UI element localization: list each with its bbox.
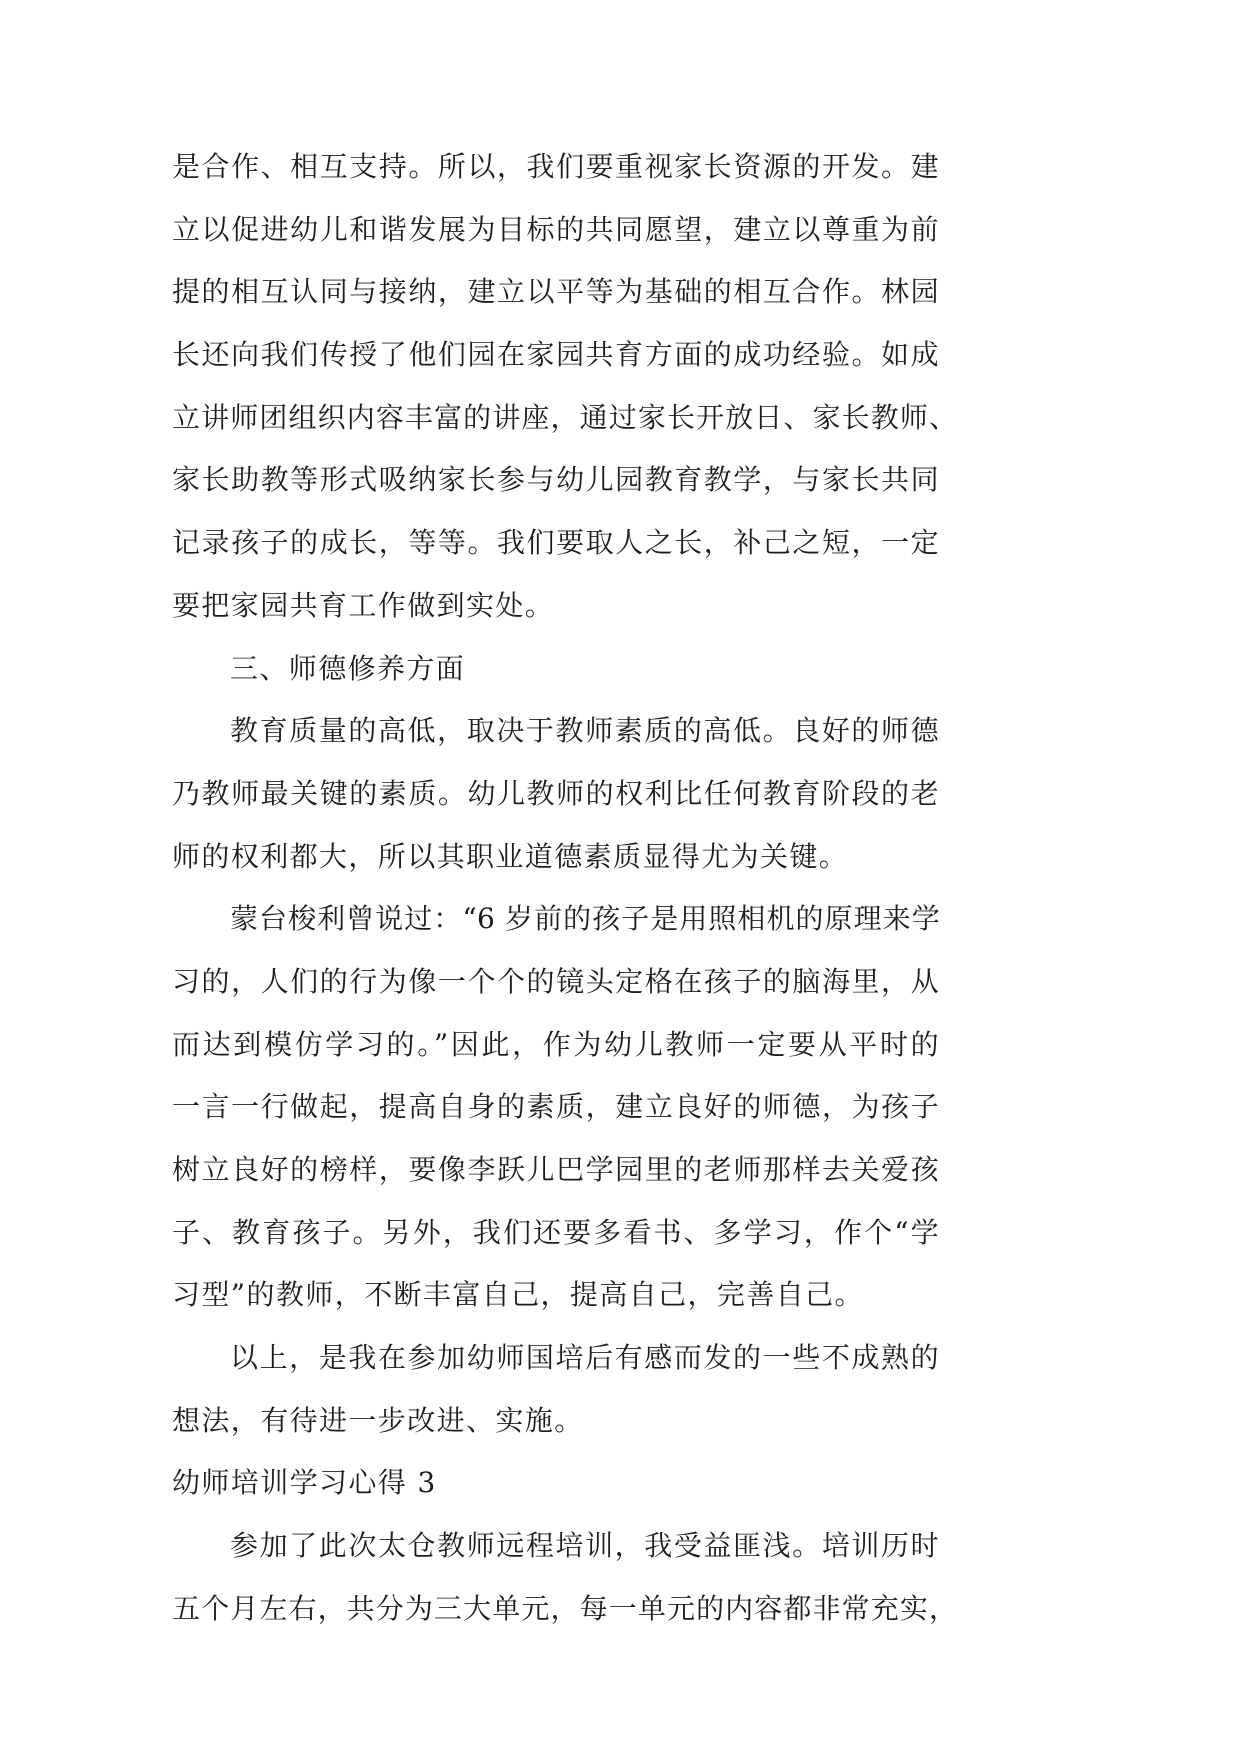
document-title-text: 幼师培训学习心得 3 — [172, 1466, 437, 1500]
document-title — [172, 1452, 940, 1515]
text-line: 家长助教等形式吸纳家长参与幼儿园教育教学，与家长共同 — [172, 463, 940, 497]
text-line: 习型”的教师，不断丰富自己，提高自己，完善自己。 — [172, 1278, 864, 1312]
text-line: 立以促进幼儿和谐发展为目标的共同愿望，建立以尊重为前 — [172, 212, 940, 246]
paragraph — [172, 1327, 940, 1452]
text-line: 乃教师最关键的素质。幼儿教师的权利比任何教育阶段的老 — [172, 776, 940, 810]
text-line: 习的，人们的行为像一个个的镜头定格在孩子的脑海里，从 — [172, 964, 940, 998]
text-line: 五个月左右，共分为三大单元，每一单元的内容都非常充实， — [172, 1591, 958, 1625]
paragraph — [172, 888, 940, 1327]
text-line: 蒙台梭利曾说过：“6 岁前的孩子是用照相机的原理来学 — [230, 902, 940, 936]
text-line: 教育质量的高低，取决于教师素质的高低。良好的师德 — [230, 714, 940, 748]
section-heading — [172, 638, 940, 701]
text-line: 要把家园共育工作做到实处。 — [172, 588, 555, 622]
text-line: 以上，是我在参加幼师国培后有感而发的一些不成熟的 — [230, 1341, 940, 1375]
text-line: 记录孩子的成长，等等。我们要取人之长，补己之短，一定 — [172, 526, 940, 560]
text-line: 是合作、相互支持。所以，我们要重视家长资源的开发。建 — [172, 150, 940, 183]
text-line: 长还向我们传授了他们园在家园共育方面的成功经验。如成 — [172, 338, 940, 372]
paragraph — [172, 700, 940, 888]
paragraph — [172, 136, 958, 638]
text-line: 想法，有待进一步改进、实施。 — [172, 1403, 584, 1437]
text-line: 而达到模仿学习的。”因此，作为幼儿教师一定要从平时的 — [172, 1027, 940, 1061]
text-line: 一言一行做起，提高自身的素质，建立良好的师德，为孩子 — [172, 1090, 940, 1124]
text-line: 师的权利都大，所以其职业道德素质显得尤为关键。 — [172, 839, 849, 873]
section-heading-text: 三、师德修养方面 — [230, 651, 466, 685]
document-body — [172, 136, 958, 1641]
text-line: 参加了此次太仓教师远程培训，我受益匪浅。培训历时 — [230, 1529, 940, 1563]
text-line: 树立良好的榜样，要像李跃儿巴学园里的老师那样去关爱孩 — [172, 1153, 940, 1186]
text-line: 提的相互认同与接纳，建立以平等为基础的相互合作。林园 — [172, 275, 940, 309]
text-line: 立讲师团组织内容丰富的讲座，通过家长开放日、家长教师、 — [172, 400, 958, 434]
text-line: 子、教育孩子。另外，我们还要多看书、多学习，作个“学 — [172, 1215, 940, 1249]
paragraph — [172, 1515, 958, 1640]
